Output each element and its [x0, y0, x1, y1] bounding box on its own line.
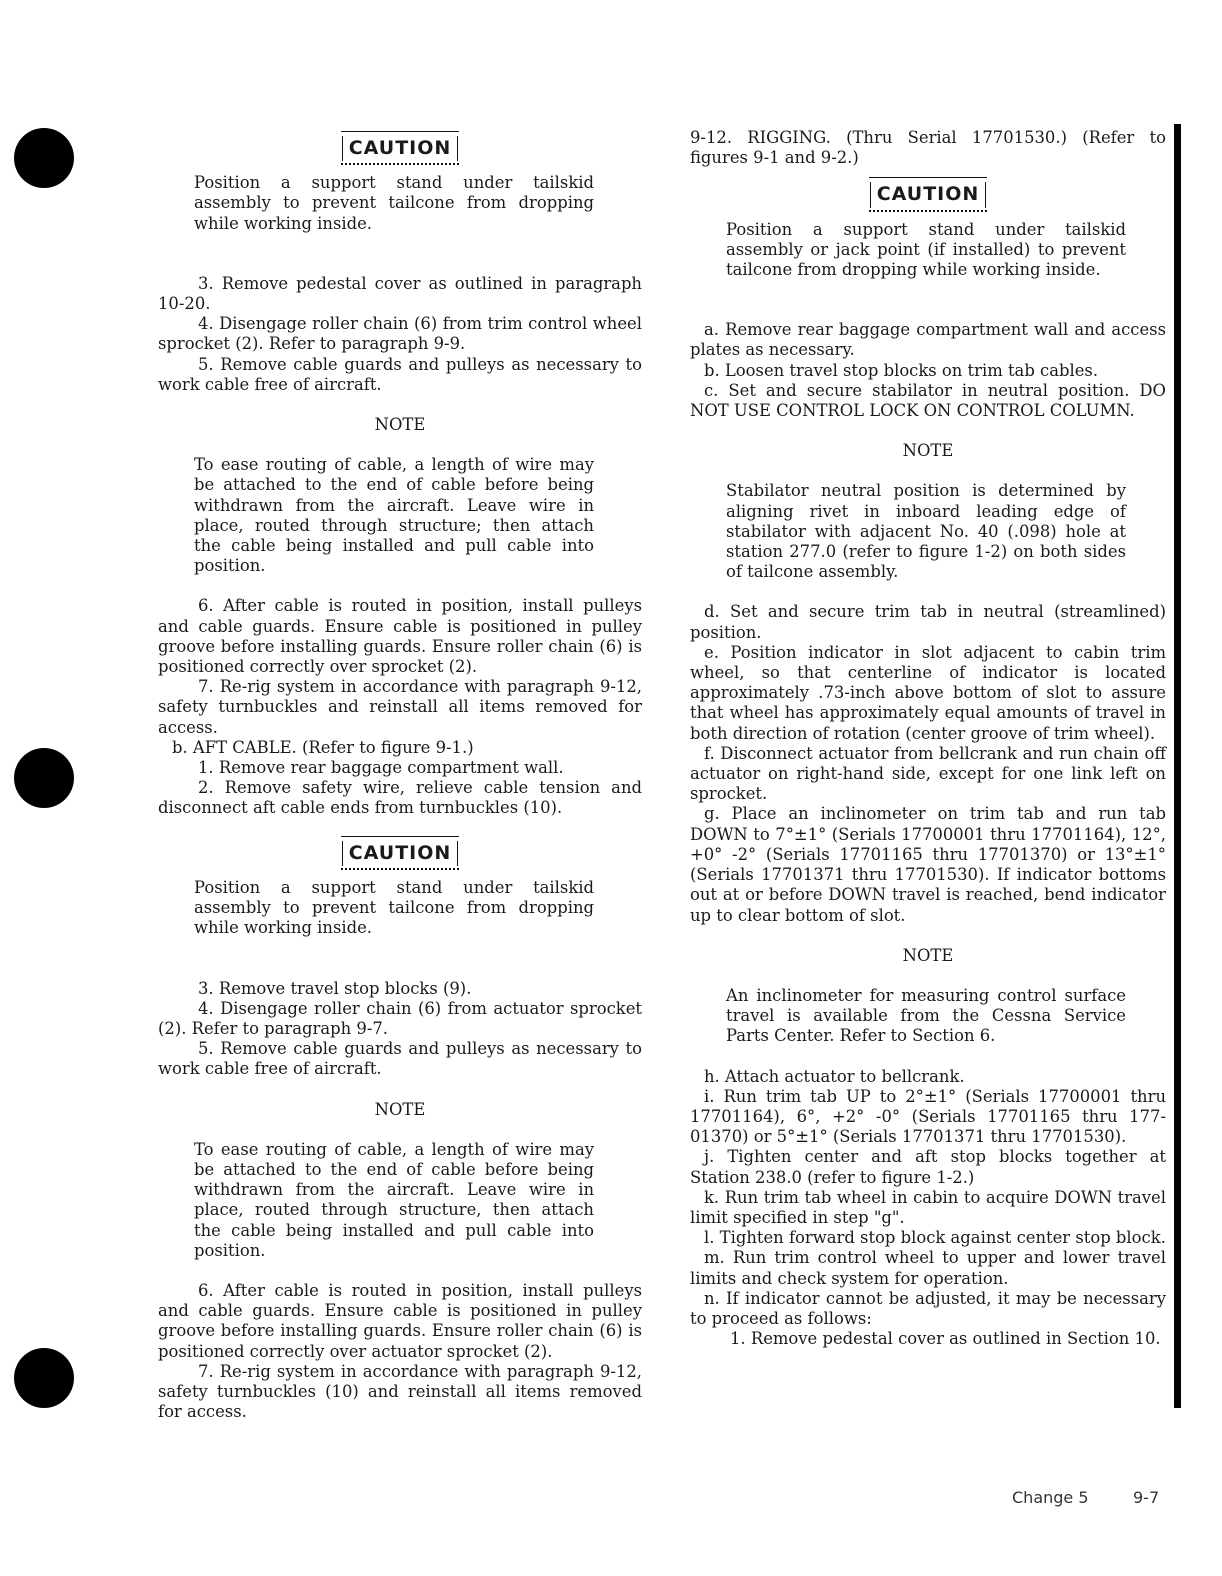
step-c: c. Set and secure stabilator in neutral position. DO NOT USE CONTROL LOCK ON CONTROL COLUMN. [690, 380, 1166, 421]
step-7: 7. Re-rig system in accordance with paragraph 9-12, safety turnbuckles and reinstall all items removed for access. [158, 677, 642, 737]
step-7: 7. Re-rig system in accordance with paragraph 9-12, safety turnbuckles (10) and reinstall all items removed for access. [158, 1361, 642, 1422]
step-3: 3. Remove pedestal cover as outlined in paragraph 10-20. [158, 273, 642, 314]
left-column [158, 128, 642, 1422]
step-g: g. Place an inclinometer on trim tab and run tab DOWN to 7°±1° (Serials 17700001 thru 17701164), 12°, +0° -2° (Serials 17701165 thru 17701370) or 13°±1° (Serials 17701371 thru 17701530). If indicator bottoms out at or before DOWN travel is reached, bend indicator up to clear bottom of slot. [690, 804, 1166, 925]
step-6: 6. After cable is routed in position, install pulleys and cable guards. Ensure cable is positioned in pulley groove before installing guards. Ensure roller chain (6) is positioned correctly over actuator sprocket (2). [158, 1280, 642, 1361]
note-text: An inclinometer for measuring control surface travel is available from the Cessna Service Parts Center. Refer to Section 6. [726, 985, 1126, 1046]
substep-1: 1. Remove pedestal cover as outlined in Section 10. [730, 1329, 1161, 1349]
change-bar [1174, 124, 1181, 1408]
step-i: i. Run trim tab UP to 2°±1° (Serials 17700001 thru 17701164), 6°, +2° -0° (Serials 17701165 thru 177-01370) or 5°±1° (Serials 17701371 thru 17701530). [690, 1086, 1166, 1147]
note-label: NOTE [374, 415, 426, 435]
page-number: 9-7 [1133, 1488, 1160, 1507]
caution-box [158, 136, 642, 161]
step-f: f. Disconnect actuator from bellcrank and run chain off actuator on right-hand side, except for one link left on sprocket. [690, 743, 1166, 804]
step-k: k. Run trim tab wheel in cabin to acquire DOWN travel limit specified in step "g". [690, 1187, 1166, 1227]
step-d: d. Set and secure trim tab in neutral (streamlined) position. [690, 602, 1166, 642]
step-6: 6. After cable is routed in position, install pulleys and cable guards. Ensure cable is positioned in pulley groove before installing guards. Ensure roller chain (6) is positioned correctly over sprocket (2). [158, 596, 642, 677]
note-label: NOTE [374, 1099, 426, 1119]
step-3: 3. Remove travel stop blocks (9). [198, 978, 472, 998]
caution-label: CAUTION [342, 136, 459, 161]
step-a: a. Remove rear baggage compartment wall and access plates as necessary. [690, 320, 1166, 360]
footer-change: Change 5 [1012, 1488, 1089, 1507]
caution-box [690, 182, 1166, 207]
caution-text: Position a support stand under tailskid assembly to prevent tailcone from dropping while working inside. [194, 877, 594, 938]
note-text: Stabilator neutral position is determined by aligning rivet in inboard leading edge of stabilator with adjacent No. 40 (.098) hole at station 277.0 (refer to figure 1-2) on both sides of tailcone assembly. [726, 481, 1126, 582]
section-heading-rigging: 9-12. RIGGING. (Thru Serial 17701530.) (Refer to figures 9-1 and 9-2.) [690, 128, 1166, 168]
note-text: To ease routing of cable, a length of wire may be attached to the end of cable before being withdrawn from the aircraft. Leave wire in place, routed through structure; then attach the cable being installed and pull cable into position. [194, 455, 594, 576]
section-heading-aft-cable: b. AFT CABLE. (Refer to figure 9-1.) [172, 737, 474, 757]
binder-hole-bottom [14, 1348, 74, 1408]
binder-hole-middle [14, 748, 74, 808]
note-label: NOTE [902, 945, 954, 965]
step-2: 2. Remove safety wire, relieve cable tension and disconnect aft cable ends from turnbuckles (10). [158, 778, 642, 818]
binder-hole-top [14, 128, 74, 188]
step-b: b. Loosen travel stop blocks on trim tab cables. [704, 360, 1099, 380]
step-1: 1. Remove rear baggage compartment wall. [198, 758, 564, 778]
note-label: NOTE [902, 441, 954, 461]
caution-label: CAUTION [342, 841, 459, 866]
step-h: h. Attach actuator to bellcrank. [704, 1066, 965, 1086]
step-e: e. Position indicator in slot adjacent to cabin trim wheel, so that centerline of indicator is located approximately .73-inch above bottom of slot to assure that wheel has approximately equal amounts of travel in both direction of rotation (center groove of trim wheel). [690, 642, 1166, 743]
caution-box [158, 841, 642, 866]
step-l: l. Tighten forward stop block against center stop block. [704, 1228, 1166, 1248]
step-j: j. Tighten center and aft stop blocks together at Station 238.0 (refer to figure 1-2.) [690, 1147, 1166, 1187]
step-5: 5. Remove cable guards and pulleys as necessary to work cable free of aircraft. [158, 1039, 642, 1079]
step-m: m. Run trim control wheel to upper and lower travel limits and check system for operation. [690, 1248, 1166, 1288]
step-4: 4. Disengage roller chain (6) from actuator sprocket (2). Refer to paragraph 9-7. [158, 998, 642, 1038]
step-n: n. If indicator cannot be adjusted, it may be necessary to proceed as follows: [690, 1288, 1166, 1328]
note-text: To ease routing of cable, a length of wire may be attached to the end of cable before being withdrawn from the aircraft. Leave wire in place, routed through structure, then attach the cable being installed and pull cable into position. [194, 1139, 594, 1260]
step-5: 5. Remove cable guards and pulleys as necessary to work cable free of aircraft. [158, 354, 642, 394]
caution-text: Position a support stand under tailskid assembly or jack point (if installed) to prevent tailcone from dropping while working inside. [726, 219, 1126, 280]
caution-label: CAUTION [870, 182, 987, 207]
step-4: 4. Disengage roller chain (6) from trim control wheel sprocket (2). Refer to paragraph 9-9. [158, 314, 642, 354]
caution-text: Position a support stand under tailskid assembly to prevent tailcone from dropping while working inside. [194, 173, 594, 233]
right-column [690, 128, 1166, 1349]
